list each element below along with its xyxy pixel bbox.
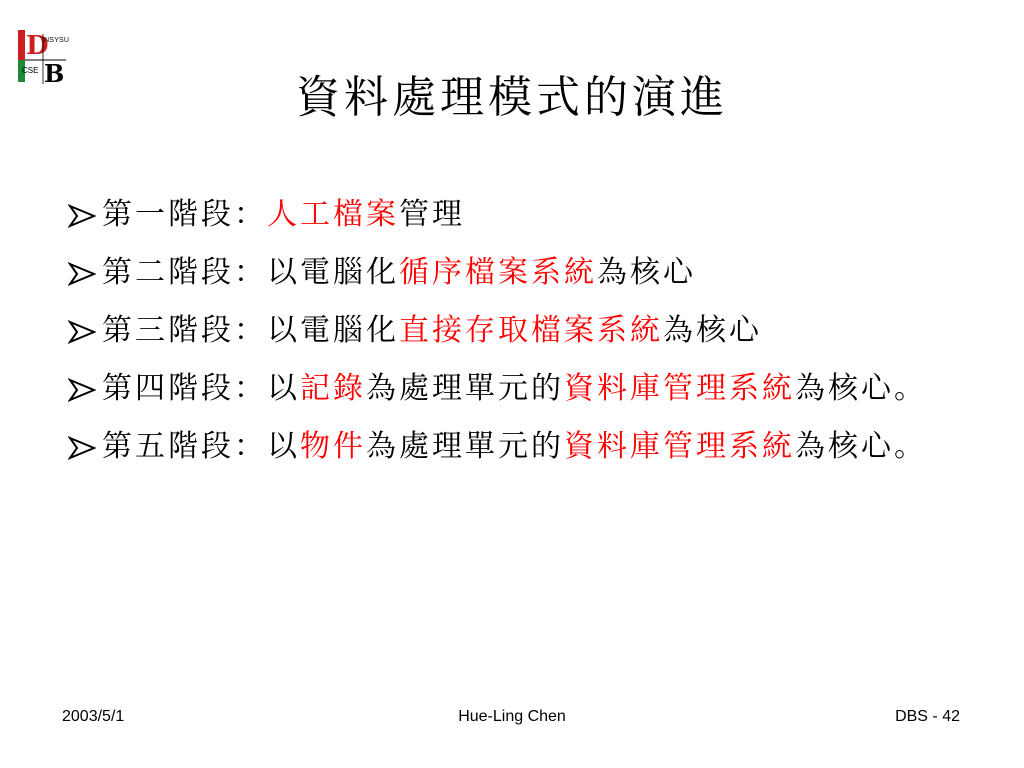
footer-author: Hue-Ling Chen — [458, 708, 566, 725]
highlighted-text: 直接存取檔案系統 — [399, 313, 663, 348]
bullet-text: 為核心 — [663, 313, 762, 348]
logo-text-nsysu: NSYSU — [44, 37, 70, 44]
bullet-text: 為核心。 — [795, 371, 927, 406]
arrow-bullet-icon — [68, 436, 96, 460]
logo-text-cse: CSE — [22, 66, 39, 75]
bullet-item — [64, 302, 934, 360]
bullet-text: 管理 — [399, 197, 465, 232]
bullet-text: 第三階段：以電腦化 — [102, 313, 399, 348]
highlighted-text: 人工檔案 — [267, 197, 399, 232]
highlighted-text: 資料庫管理系統 — [564, 429, 795, 464]
slide-title: 資料處理模式的演進 — [296, 72, 728, 123]
arrow-bullet-icon — [68, 262, 96, 286]
bullet-item — [64, 186, 934, 244]
highlighted-text: 資料庫管理系統 — [564, 371, 795, 406]
bullet-list — [64, 186, 934, 476]
bullet-text: 為處理單元的 — [366, 371, 564, 406]
highlighted-text: 記錄 — [300, 371, 366, 406]
arrow-bullet-icon — [68, 378, 96, 402]
bullet-item — [64, 360, 934, 418]
highlighted-text: 物件 — [300, 429, 366, 464]
bullet-text: 第一階段： — [102, 197, 267, 232]
bullet-text: 為核心。 — [795, 429, 927, 464]
highlighted-text: 循序檔案系統 — [399, 255, 597, 290]
bullet-text: 為處理單元的 — [366, 429, 564, 464]
arrow-bullet-icon — [68, 320, 96, 344]
bullet-item — [64, 418, 934, 476]
bullet-text: 第四階段：以 — [102, 371, 300, 406]
footer-page-number: DBS - 42 — [895, 708, 960, 725]
logo-letter-b: B — [44, 59, 65, 86]
arrow-bullet-icon — [68, 204, 96, 228]
bullet-text: 為核心 — [597, 255, 696, 290]
footer-date: 2003/5/1 — [62, 708, 125, 725]
bullet-text: 第五階段：以 — [102, 429, 300, 464]
bullet-text: 第二階段：以電腦化 — [102, 255, 399, 290]
logo-letter-d: D — [26, 31, 49, 61]
bullet-item — [64, 244, 934, 302]
